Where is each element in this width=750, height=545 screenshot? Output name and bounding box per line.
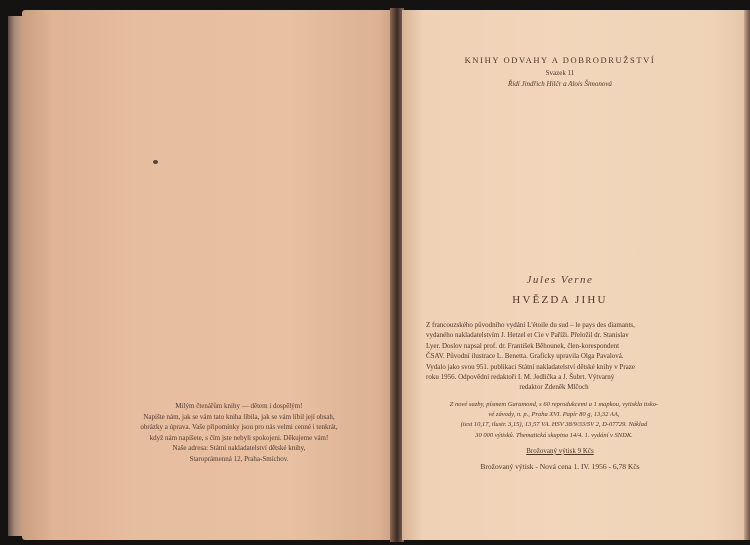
publication-credits bbox=[426, 320, 682, 393]
paper-stain bbox=[153, 160, 158, 164]
notice-line: obrázky a úprava. Vaše připomínky jsou pro nás velmi cenné i tenkrát, bbox=[140, 423, 338, 431]
book-author: Jules Verne bbox=[526, 274, 594, 286]
price-original-text: Brožovaný výtisk 9 Kčs bbox=[526, 447, 594, 455]
credits-line: Vydalo jako svou 951. publikaci Státní nakladatelství dětské knihy v Praze bbox=[426, 362, 635, 371]
notice-line: Napište nám, jak se vám tato kniha líbila, jak se vám líbil její obsah, bbox=[143, 412, 335, 421]
series-editors: Řídí Jindřich Hilčr a Alois Šimonová bbox=[508, 80, 612, 88]
tech-line: (text 10,17, ilustr. 3,15), 13,57 VA. HSV 38/9/33/SV 2, D-07729. Náklad bbox=[460, 421, 648, 429]
notice-line: Naše adresa: Státní nakladatelství dětské knihy, bbox=[172, 444, 306, 452]
credits-line: ČSAV. Původní ilustrace L. Benetta. Graficky upravila Olga Pavalová. bbox=[426, 352, 624, 361]
credits-line: redaktor Zdeněk Mlčoch bbox=[519, 383, 589, 392]
credits-line: Lyer. Doslov napsal prof. dr. František Běhounek, člen-korespondent bbox=[426, 341, 620, 350]
series-volume: Svazek 11 bbox=[545, 69, 575, 77]
series-header bbox=[440, 55, 680, 88]
tech-line: 30 000 výtisků. Thematická skupina 14/4. 1. vydání v SNDK. bbox=[475, 431, 633, 439]
book-title: HVĚZDA JIHU bbox=[512, 294, 608, 306]
notice-line: když nám napíšete, s čím jste nebyli spokojeni. Děkujeme vám! bbox=[149, 433, 329, 442]
tech-line: Z nové sazby, písmem Garamond, s 60 reprodukcemi a 1 mapkou, vytiskla tisko- bbox=[449, 401, 659, 408]
credits-line: vydaného nakladatelstvím J. Hetzel et Cie v Paříži. Přeložil dr. Stanislav bbox=[426, 331, 629, 340]
credits-line: Z francouzského původního vydání L'étoile du sud – le pays des diamants, bbox=[426, 321, 635, 329]
notice-line: Milým čtenářům knihy — dětem i dospělým! bbox=[175, 402, 303, 410]
reader-notice bbox=[108, 401, 370, 464]
printing-details bbox=[426, 400, 682, 441]
series-title: KNIHY ODVAHY A DOBRODRUŽSTVÍ bbox=[464, 55, 656, 65]
right-page-edge bbox=[744, 10, 750, 540]
credits-line: roku 1956. Odpovědní redaktoři I. M. Jedlička a J. Šubrt. Výtvarný bbox=[426, 373, 615, 382]
notice-line: Staroprámenná 12, Praha-Smíchov. bbox=[189, 454, 289, 463]
tech-line: vé závody, n. p., Praha XVI. Papír 80 g, 13,32 AA, bbox=[488, 411, 620, 419]
price-original bbox=[440, 447, 680, 455]
price-new: Brožovaný výtisk - Nová cena 1. IV. 1956 - 6,78 Kčs bbox=[480, 462, 640, 471]
